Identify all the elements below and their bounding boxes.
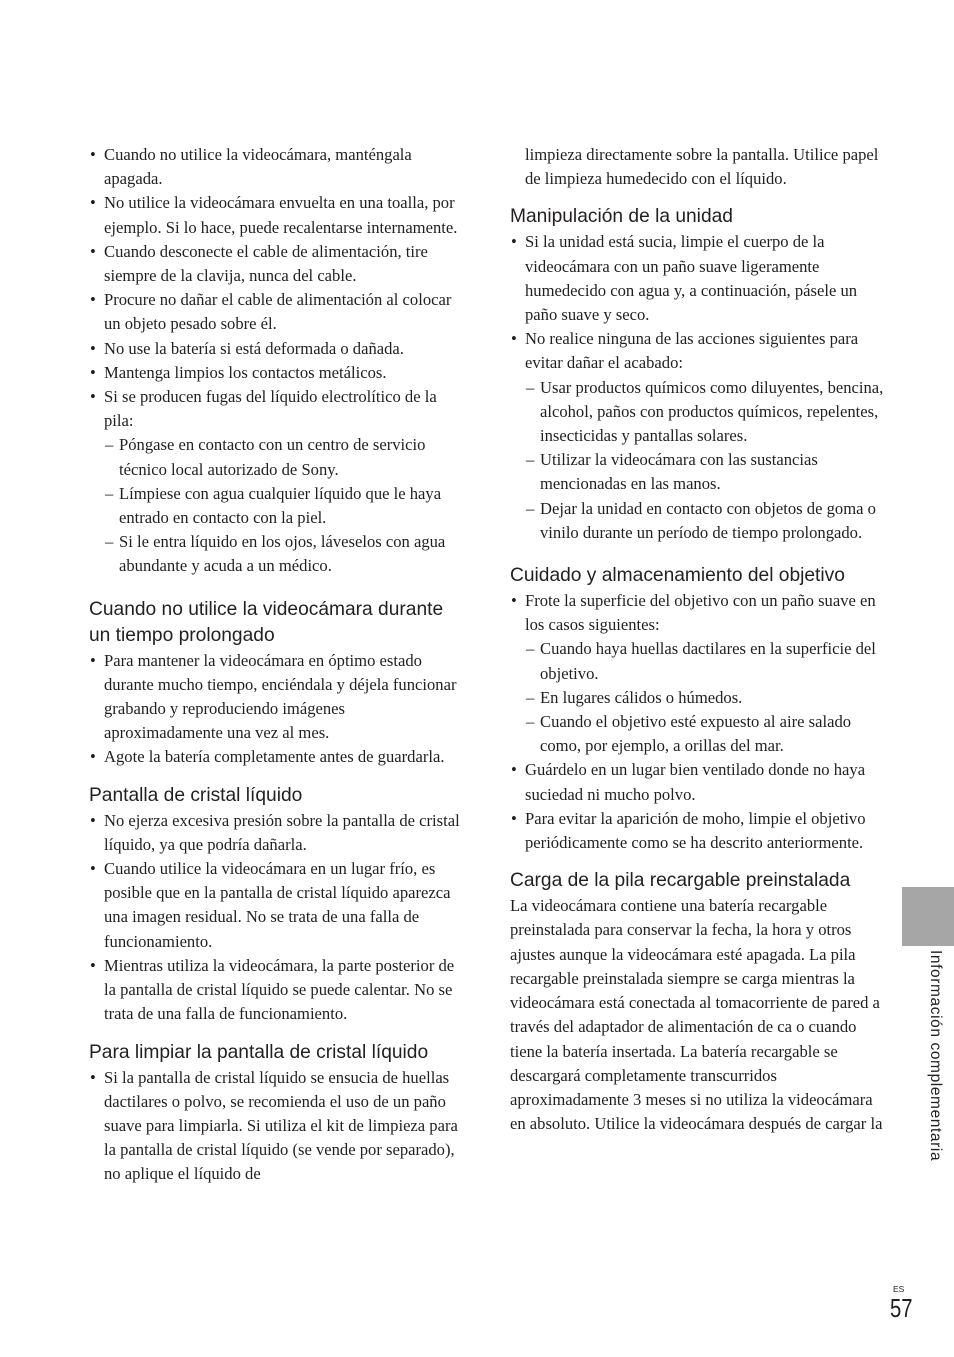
list-item: • Si se producen fugas del líquido electrolítico de la pila: xyxy=(89,385,467,433)
section-heading-lens: Cuidado y almacenamiento del objetivo xyxy=(510,565,845,587)
section-heading-lcd: Pantalla de cristal líquido xyxy=(89,784,303,806)
list-item: • Si la pantalla de cristal líquido se ensucia de huellas dactilares o polvo, se recomienda el uso de un paño suave para limpiarla. Si utiliza el kit de limpieza para la pantalla de cristal líquido (se vende por separado), no aplique el líquido de xyxy=(89,1066,467,1187)
list-item: • Si la unidad está sucia, limpie el cuerpo de la videocámara con un paño suave ligeramente humedecido con agua y, a continuación, pásele un paño suave y seco. xyxy=(510,230,888,327)
list-item: • Agote la batería completamente antes de guardarla. xyxy=(89,745,467,769)
page-number: 57 xyxy=(890,1293,913,1323)
sub-list-item: – Si le entra líquido en los ojos, láveselos con agua abundante y acuda a un médico. xyxy=(89,530,467,578)
sub-list-item: – Cuando el objetivo esté expuesto al aire salado como, por ejemplo, a orillas del mar. xyxy=(510,710,888,758)
language-code: ES xyxy=(893,1284,905,1294)
sub-list-item: – Límpiese con agua cualquier líquido que le haya entrado en contacto con la piel. xyxy=(89,482,467,530)
right-column xyxy=(510,143,888,1136)
sub-list-item: – Dejar la unidad en contacto con objetos de goma o vinilo durante un período de tiempo prolongado. xyxy=(510,497,888,545)
list-item: • Cuando utilice la videocámara en un lugar frío, es posible que en la pantalla de cristal líquido aparezca una imagen residual. No se trata de una falla de funcionamiento. xyxy=(89,857,467,954)
list-item: • Cuando no utilice la videocámara, manténgala apagada. xyxy=(89,143,467,191)
list-item: • No ejerza excesiva presión sobre la pantalla de cristal líquido, ya que podría dañarla. xyxy=(89,809,467,857)
list-item: • No utilice la videocámara envuelta en una toalla, por ejemplo. Si lo hace, puede recalentarse internamente. xyxy=(89,191,467,239)
list-item: • Guárdelo en un lugar bien ventilado donde no haya suciedad ni mucho polvo. xyxy=(510,758,888,806)
section-side-label: Información complementaria xyxy=(927,950,944,1162)
list-item: • Cuando desconecte el cable de alimentación, tire siempre de la clavija, nunca del cable. xyxy=(89,240,467,288)
list-item: • No realice ninguna de las acciones siguientes para evitar dañar el acabado: xyxy=(510,327,888,375)
list-item: • No use la batería si está deformada o dañada. xyxy=(89,337,467,361)
list-item: • Mientras utiliza la videocámara, la parte posterior de la pantalla de cristal líquido se puede calentar. No se trata de una falla de funcionamiento. xyxy=(89,954,467,1027)
section-heading-lcd-clean: Para limpiar la pantalla de cristal líquido xyxy=(89,1041,429,1063)
continued-text: limpieza directamente sobre la pantalla. Utilice papel de limpieza humedecido con el líquido. xyxy=(525,145,879,189)
section-heading-handling: Manipulación de la unidad xyxy=(510,206,733,228)
list-item: • Procure no dañar el cable de alimentación al colocar un objeto pesado sobre él. xyxy=(89,288,467,336)
sub-list-item: – Usar productos químicos como diluyentes, bencina, alcohol, paños con productos químicos, repelentes, insecticidas y pantallas solares. xyxy=(510,376,888,449)
sub-list-item: – En lugares cálidos o húmedos. xyxy=(510,686,888,710)
section-heading-battery: Carga de la pila recargable preinstalada xyxy=(510,870,851,892)
sub-list-item: – Utilizar la videocámara con las sustancias mencionadas en las manos. xyxy=(510,448,888,496)
list-item: • Frote la superficie del objetivo con un paño suave en los casos siguientes: xyxy=(510,589,888,637)
section-heading-long-period: Cuando no utilice la videocámara durante un tiempo prolongado xyxy=(89,598,444,646)
sub-list-item: – Póngase en contacto con un centro de servicio técnico local autorizado de Sony. xyxy=(89,433,467,481)
list-item: • Mantenga limpios los contactos metálicos. xyxy=(89,361,467,385)
sub-list-item: – Cuando haya huellas dactilares en la superficie del objetivo. xyxy=(510,637,888,685)
section-tab-marker xyxy=(902,887,954,946)
list-item: • Para evitar la aparición de moho, limpie el objetivo periódicamente como se ha descrito anteriormente. xyxy=(510,807,888,855)
left-column xyxy=(89,143,467,1187)
body-paragraph: La videocámara contiene una batería recargable preinstalada para conservar la fecha, la hora y otros ajustes aunque la videocámara esté apagada. La pila recargable preinstalada siempre se carga mientras la videocámara está conectada al tomacorriente de pared a través del adaptador de alimentación de ca o cuando tiene la batería insertada. La batería recargable se descargará completamente transcurridos aproximadamente 3 meses si no utiliza la videocámara en absoluto. Utilice la videocámara después de cargar la xyxy=(510,896,883,1134)
list-item: • Para mantener la videocámara en óptimo estado durante mucho tiempo, enciéndala y déjela funcionar grabando y reproduciendo imágenes aproximadamente una vez al mes. xyxy=(89,649,467,746)
